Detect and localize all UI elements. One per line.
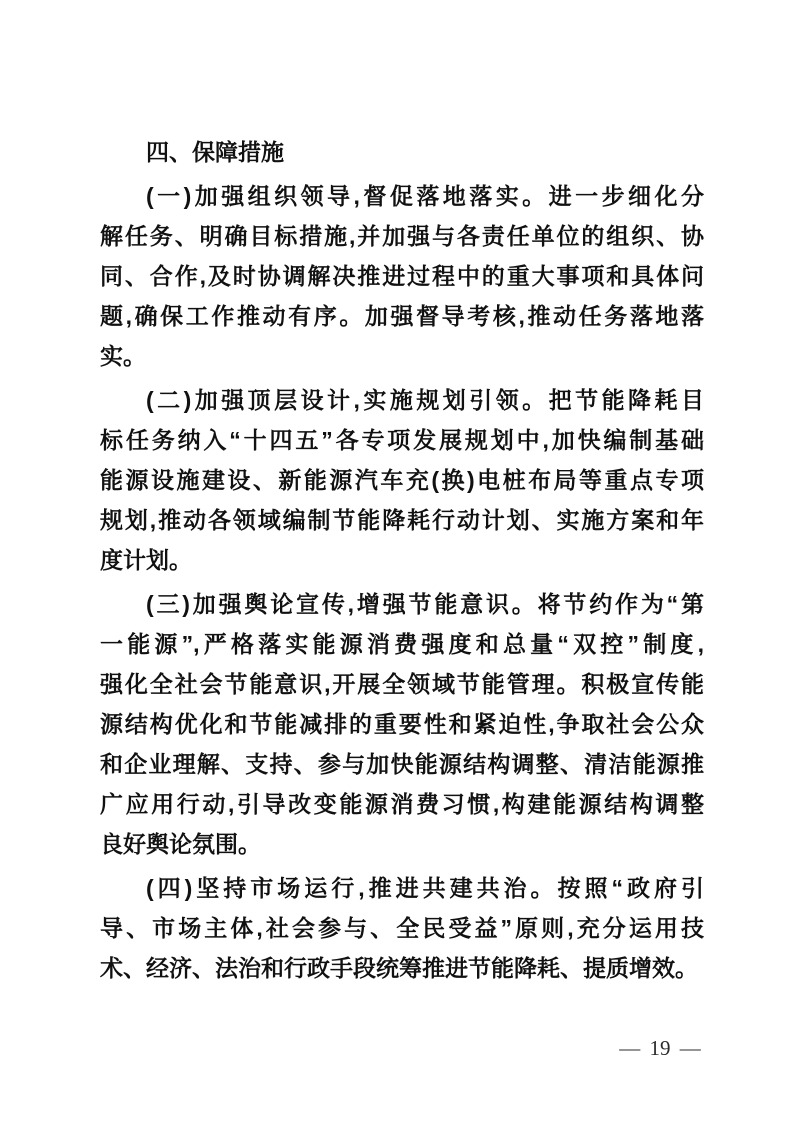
text-line: 题,确保工作推动有序。加强督导考核,推动任务落地落	[100, 303, 704, 329]
paragraph	[100, 380, 704, 580]
document-content	[100, 132, 704, 988]
text-line: 良好舆论氛围。	[100, 831, 261, 857]
text-line: 同、合作,及时协调解决推进过程中的重大事项和具体问	[100, 263, 704, 289]
text-line: 广应用行动,引导改变能源消费习惯,构建能源结构调整	[100, 791, 704, 817]
text-line: 能源设施建设、新能源汽车充(换)电桩布局等重点专项	[100, 467, 704, 493]
text-line: (一)加强组织领导,督促落地落实。进一步细化分	[146, 183, 704, 209]
text-line: 源结构优化和节能减排的重要性和紧迫性,争取社会公众	[100, 711, 704, 737]
section-heading: 四、保障措施	[146, 139, 284, 165]
text-line: (三)加强舆论宣传,增强节能意识。将节约作为“第	[146, 591, 704, 617]
text-line: 实。	[100, 343, 146, 369]
paragraph	[100, 584, 704, 864]
text-line: 术、经济、法治和行政手段统筹推进节能降耗、提质增效。	[100, 955, 698, 981]
paragraphs	[100, 176, 704, 988]
text-line: 度计划。	[100, 547, 192, 573]
text-line: 强化全社会节能意识,开展全领域节能管理。积极宣传能	[100, 671, 704, 697]
text-line: (四)坚持市场运行,推进共建共治。按照“政府引	[146, 875, 704, 901]
paragraph	[100, 868, 704, 988]
text-line: 解任务、明确目标措施,并加强与各责任单位的组织、协	[100, 223, 704, 249]
text-line: (二)加强顶层设计,实施规划引领。把节能降耗目	[146, 387, 704, 413]
text-line: 导、市场主体,社会参与、全民受益”原则,充分运用技	[100, 915, 704, 941]
page-number: — 19 —	[619, 1036, 701, 1060]
text-line: 规划,推动各领域编制节能降耗行动计划、实施方案和年	[100, 507, 704, 533]
text-line: 标任务纳入“十四五”各专项发展规划中,加快编制基础	[100, 427, 704, 453]
text-line: 一能源”,严格落实能源消费强度和总量“双控”制度,	[100, 631, 704, 657]
text-line: 和企业理解、支持、参与加快能源结构调整、清洁能源推	[100, 751, 704, 777]
paragraph	[100, 176, 704, 376]
